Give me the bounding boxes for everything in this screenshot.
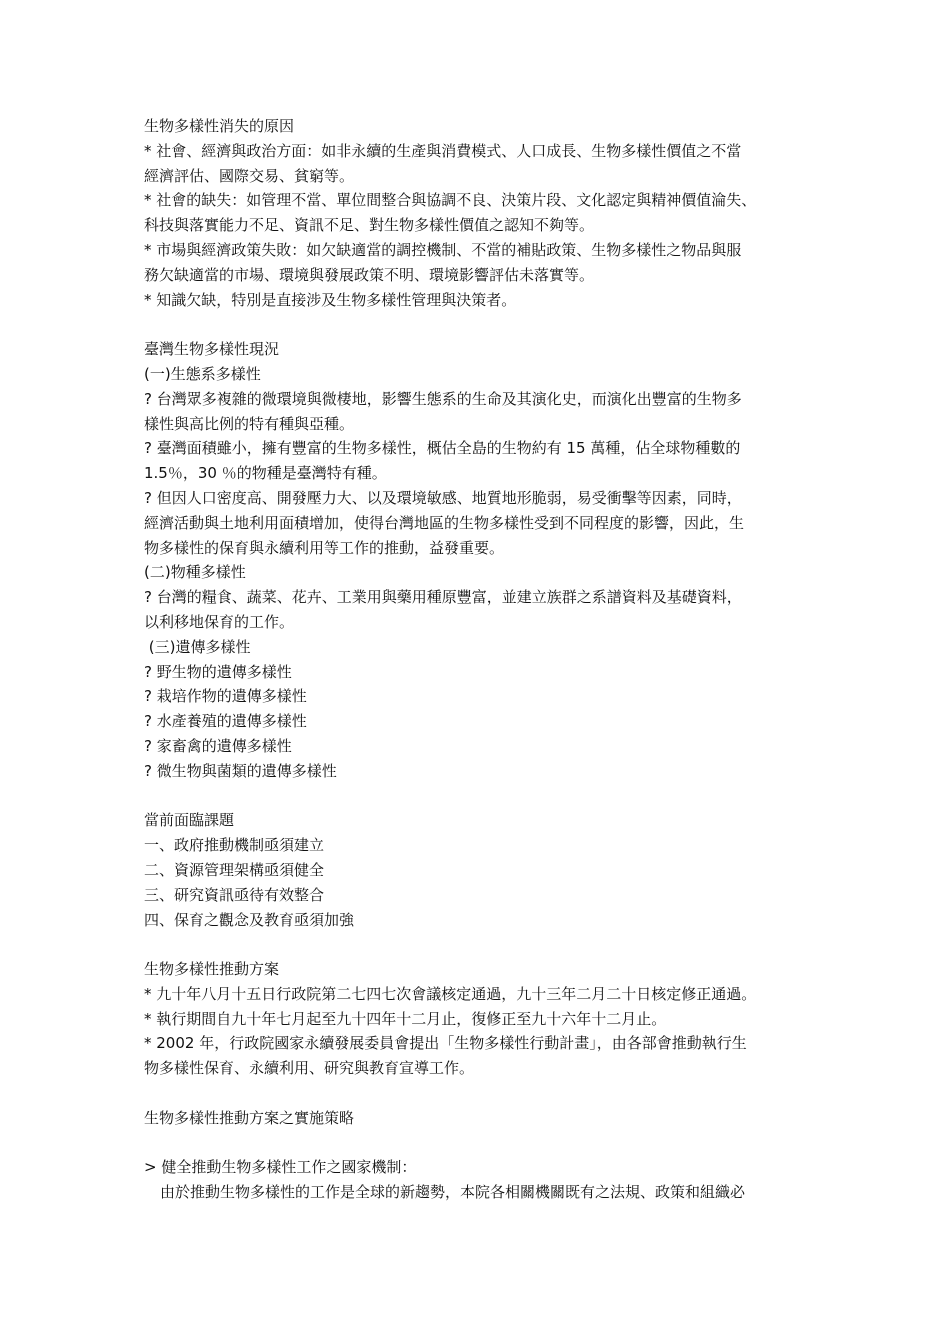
paragraph-line: ? 台灣的糧食、蔬菜、花卉、工業用與藥用種原豐富，並建立族群之系譜資料及基礎資料， [144,588,742,607]
list-item: 二、資源管理架構亟須健全 [144,860,325,879]
section-spacer [144,312,824,337]
paragraph-line: 經濟活動與土地利用面積增加，使得台灣地區的生物多樣性受到不同程度的影響，因此，生 [144,513,745,532]
paragraph-line: 物多樣性的保育與永續利用等工作的推動，益發重要。 [144,538,505,557]
paragraph-line: 由於推動生物多樣性的工作是全球的新趨勢，本院各相關機關既有之法規、政策和組織必 [160,1183,746,1202]
paragraph-line: 樣性與高比例的特有種與亞種。 [144,414,355,433]
paragraph-line: * 九十年八月十五日行政院第二七四七次會議核定通過，九十三年二月二十日核定修正通過。 [144,984,757,1003]
list-item: ? 微生物與菌類的遺傳多樣性 [144,761,337,780]
paragraph-line: ? 但因人口密度高、開發壓力大、以及環境敏感、地質地形脆弱，易受衝擊等因素，同時， [144,488,742,507]
paragraph-line: 經濟評估、國際交易、貧窮等。 [144,166,355,185]
paragraph-line: * 社會的缺失：如管理不當、單位間整合與協調不良、決策片段、文化認定與精神價值淪失、 [144,191,757,210]
paragraph-line: * 市場與經濟政策失敗：如欠缺適當的調控機制、不當的補貼政策、生物多樣性之物品與服 [144,240,742,259]
section-national-mechanism [144,1155,824,1205]
list-item: 四、保育之觀念及教育亟須加強 [144,910,355,929]
subheading-line: (三)遺傳多樣性 [144,637,251,656]
list-item: ? 家畜禽的遺傳多樣性 [144,736,292,755]
section-loss-causes [144,114,824,312]
subheading-line: (二)物種多樣性 [144,563,246,582]
section-heading: 生物多樣性推動方案之實施策略 [144,1108,355,1127]
list-item: ? 栽培作物的遺傳多樣性 [144,687,307,706]
section-implementation-strategy [144,1106,824,1131]
section-heading: 生物多樣性消失的原因 [144,117,295,135]
section-heading: 當前面臨課題 [144,811,235,830]
list-item: ? 野生物的遺傳多樣性 [144,662,292,681]
paragraph-line: 物多樣性保育、永續利用、研究與教育宣導工作。 [144,1059,475,1078]
section-spacer [144,932,824,957]
section-promotion-plan [144,957,824,1081]
paragraph-line: * 知識欠缺，特別是直接涉及生物多樣性管理與決策者。 [144,290,517,309]
paragraph-line: ? 台灣眾多複雜的微環境與微棲地，影響生態系的生命及其演化史，而演化出豐富的生物多 [144,389,742,408]
bullet-heading: > 健全推動生物多樣性工作之國家機制： [144,1158,417,1177]
paragraph-line: 務欠缺適當的市場、環境與發展政策不明、環境影響評估未落實等。 [144,265,595,284]
section-current-issues [144,808,824,932]
section-spacer [144,784,824,809]
paragraph-line: ? 臺灣面積雖小，擁有豐富的生物多樣性，概估全島的生物約有 15 萬種，佔全球物種數的 [144,439,741,458]
section-heading: 臺灣生物多樣性現況 [144,340,280,359]
list-item: 一、政府推動機制亟須建立 [144,836,325,855]
section-spacer [144,1081,824,1106]
paragraph-line: * 執行期間自九十年七月起至九十四年十二月止，復修正至九十六年十二月止。 [144,1009,667,1028]
paragraph-line: 以利移地保育的工作。 [144,612,295,631]
paragraph-line: 科技與落實能力不足、資訊不足、對生物多樣性價值之認知不夠等。 [144,216,595,235]
section-taiwan-status [144,337,824,783]
subheading-line: (一)生態系多樣性 [144,364,261,383]
paragraph-line: * 社會、經濟與政治方面：如非永續的生產與消費模式、人口成長、生物多樣性價值之不當 [144,141,742,160]
paragraph-line: * 2002 年，行政院國家永續發展委員會提出「生物多樣性行動計畫」，由各部會推動執行生 [144,1034,747,1053]
list-item: ? 水產養殖的遺傳多樣性 [144,712,307,731]
list-item: 三、研究資訊亟待有效整合 [144,885,325,904]
section-heading: 生物多樣性推動方案 [144,960,280,979]
paragraph-line: 1.5％，30 ％的物種是臺灣特有種。 [144,464,387,483]
section-spacer [144,1131,824,1156]
document-page [144,114,824,1205]
